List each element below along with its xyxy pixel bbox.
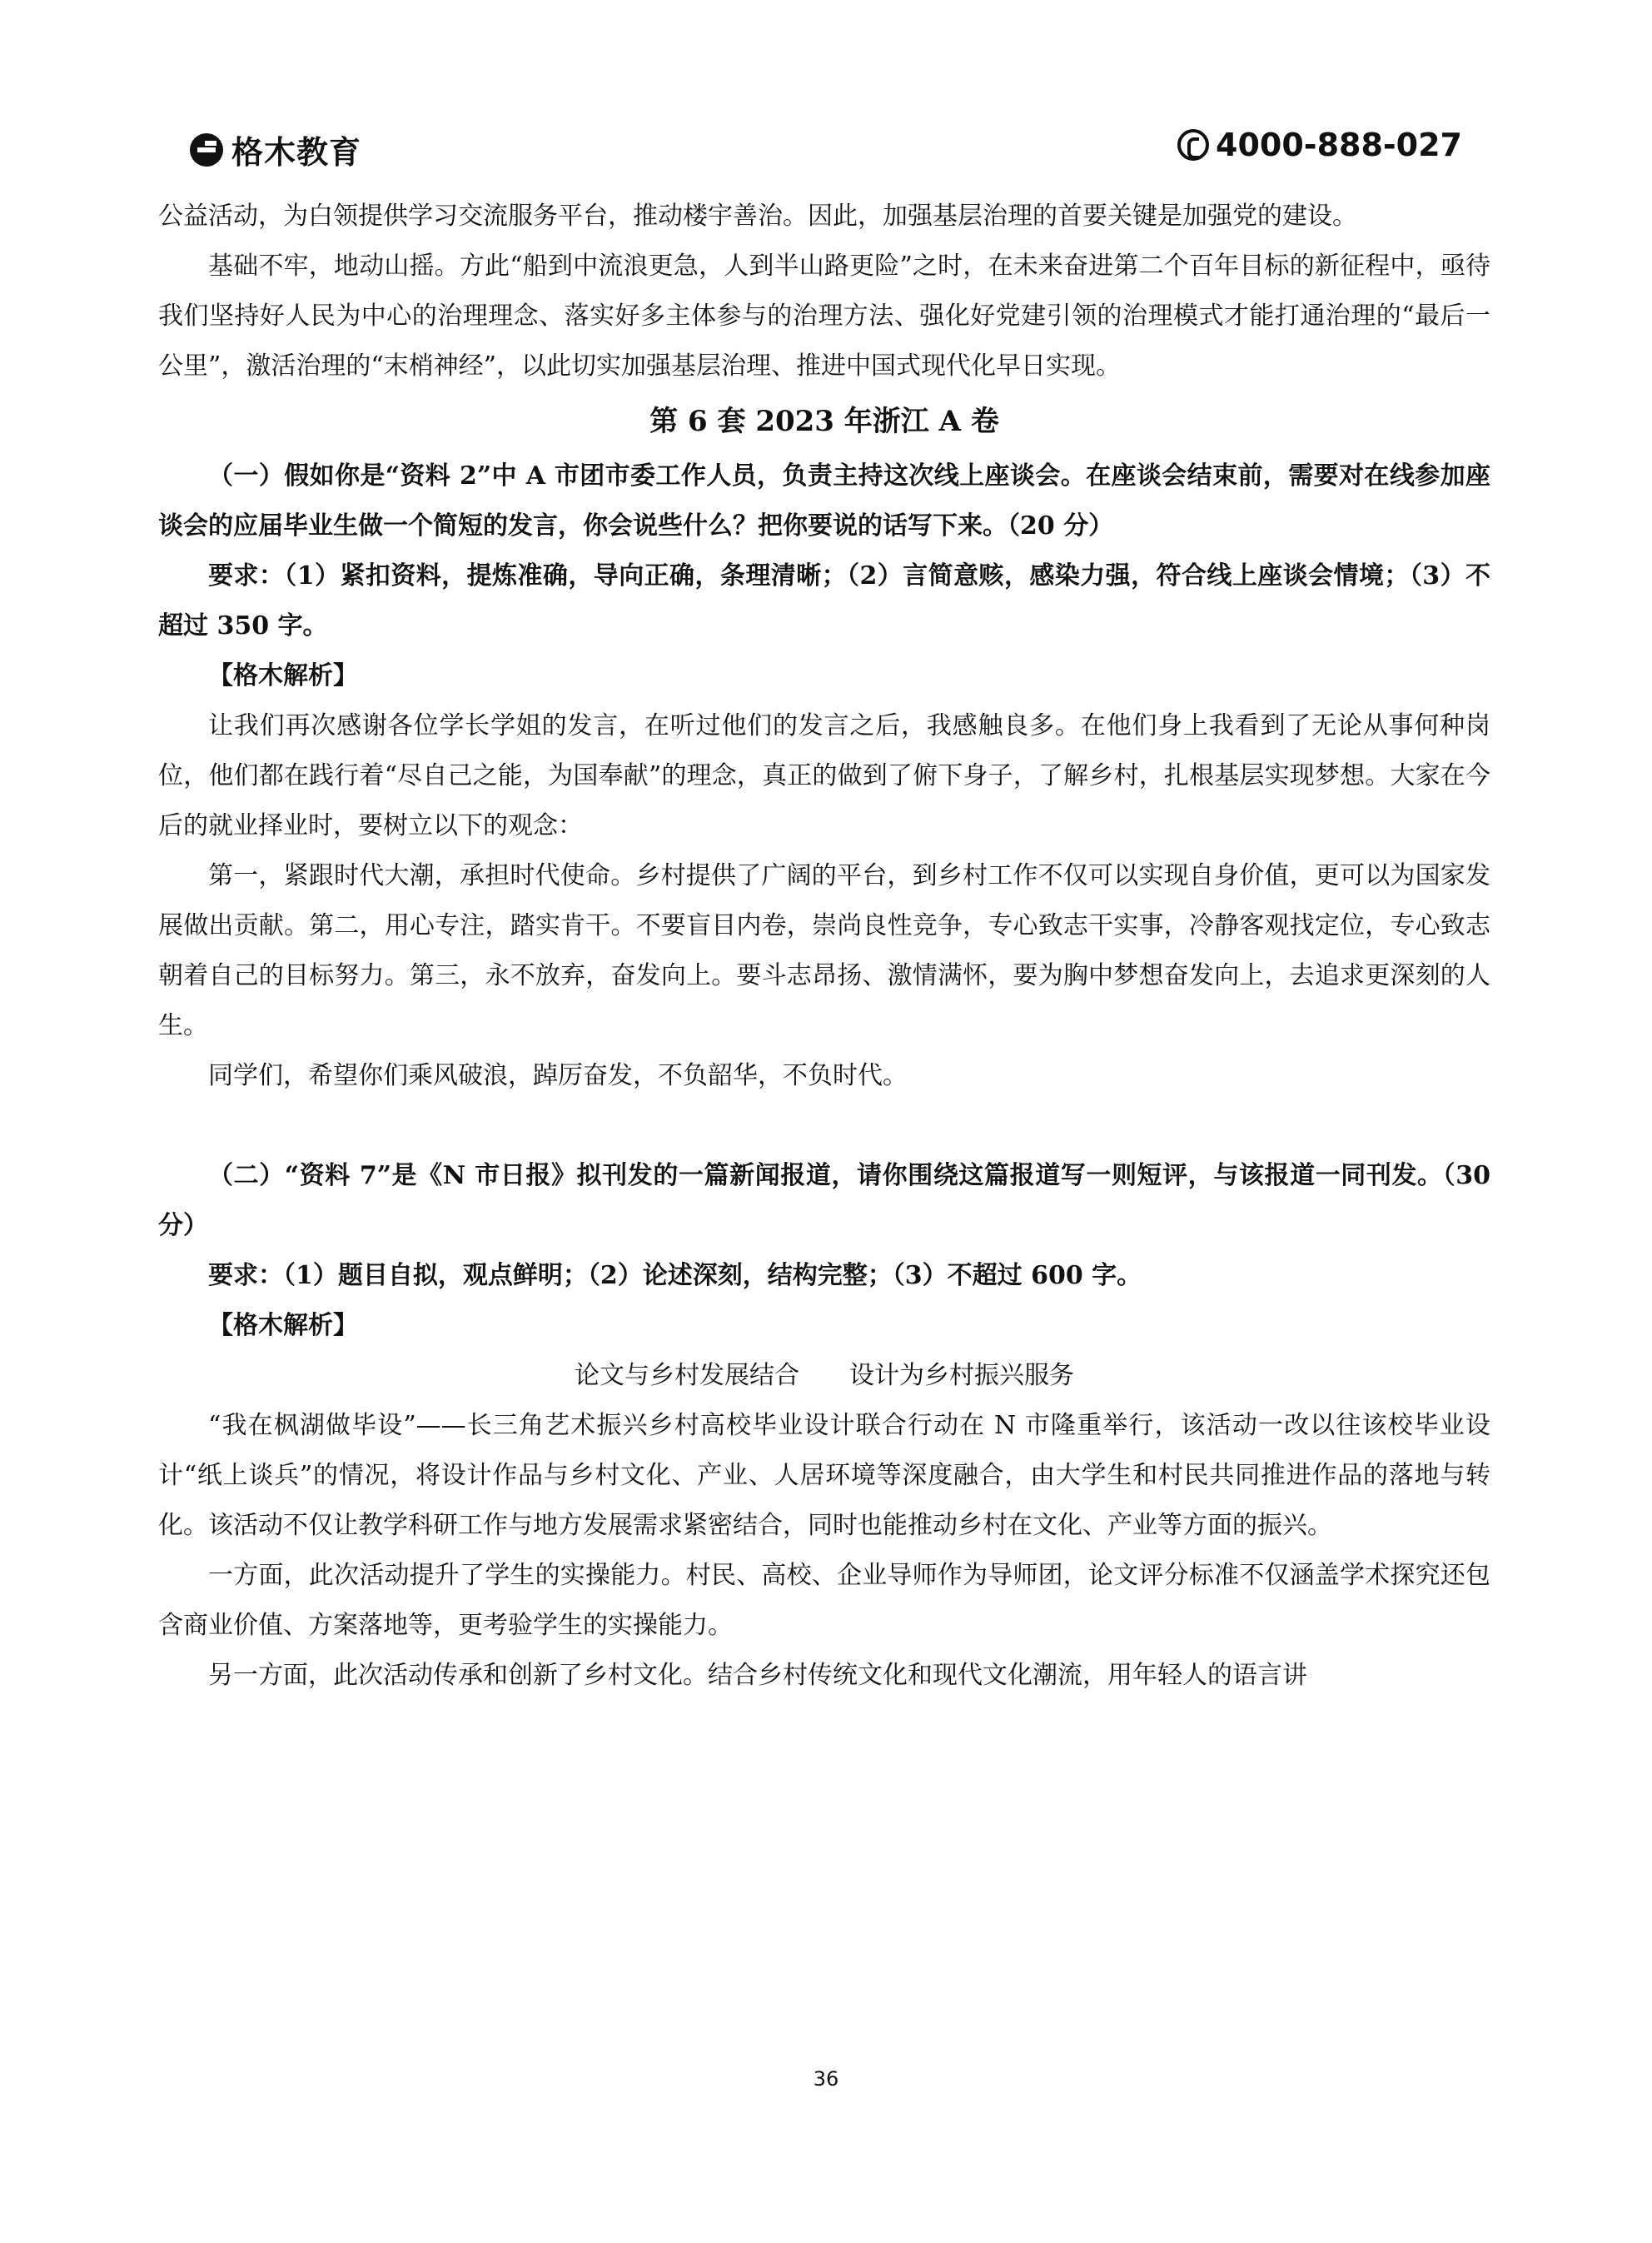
answer-1-paragraph: 让我们再次感谢各位学长学姐的发言，在听过他们的发言之后，我感触良多。在他们身上我看到了无论从事何种岗位，他们都在践行着“尽自己之能，为国奉献”的理念，真正的做到了俯下身子，了解乡村，扎根基层实现梦想。大家在今后的就业择业时，要树立以下的观念： <box>158 711 1490 840</box>
paragraph-continuation: 公益活动，为白领提供学习交流服务平台，推动楼宇善治。因此，加强基层治理的首要关键是加强党的建设。 <box>158 202 1357 231</box>
spacer <box>158 1101 1490 1151</box>
essay-paragraph: “我在枫湖做毕设”——长三角艺术振兴乡村高校毕业设计联合行动在 N 市隆重举行，该活动一改以往该校毕业设计“纸上谈兵”的情况，将设计作品与乡村文化、产业、人居环境等深度融合，由大学生和村民共同推进作品的落地与转化。该活动不仅让教学科研工作与地方发展需求紧密结合，同时也能推动乡村在文化、产业等方面的振兴。 <box>158 1411 1490 1540</box>
phone-icon <box>1177 129 1209 161</box>
question-2: （二）“资料 7”是《N 市日报》拟刊发的一篇新闻报道，请你围绕这篇报道写一则短评，与该报道一同刊发。（30 分） <box>158 1161 1490 1240</box>
paragraph-conclusion: 基础不牢，地动山摇。方此“船到中流浪更急，人到半山路更险”之时，在未来奋进第二个百年目标的新征程中，亟待我们坚持好人民为中心的治理理念、落实好多主体参与的治理方法、强化好党建引领的治理模式才能打通治理的“最后一公里”，激活治理的“末梢神经”，以此切实加强基层治理、推进中国式现代化早日实现。 <box>158 252 1490 381</box>
page-content <box>158 192 1490 1701</box>
answer-1-paragraph: 同学们，希望你们乘风破浪，踔厉奋发，不负韶华，不负时代。 <box>208 1061 908 1090</box>
logo-text: 格木教育 <box>231 134 362 171</box>
question-1-requirements: 要求：（1）紧扣资料，提炼准确，导向正确，条理清晰；（2）言简意赅，感染力强，符合线上座谈会情境；（3）不超过 350 字。 <box>158 561 1490 641</box>
section-title: 第 6 套 2023 年浙江 A 卷 <box>649 405 999 438</box>
brand-logo <box>190 127 361 172</box>
phone-number: 4000-888-027 <box>1216 127 1462 163</box>
analysis-label: 【格木解析】 <box>208 661 358 690</box>
essay-title: 论文与乡村发展结合 设计为乡村振兴服务 <box>575 1361 1074 1390</box>
page-number: 36 <box>813 2067 839 2091</box>
essay-paragraph: 另一方面，此次活动传承和创新了乡村文化。结合乡村传统文化和现代文化潮流，用年轻人的语言讲 <box>208 1661 1307 1690</box>
essay-paragraph: 一方面，此次活动提升了学生的实操能力。村民、高校、企业导师作为导师团，论文评分标准不仅涵盖学术探究还包含商业价值、方案落地等，更考验学生的实操能力。 <box>158 1561 1490 1640</box>
logo-icon <box>190 133 223 167</box>
analysis-label: 【格木解析】 <box>208 1311 358 1340</box>
page-header <box>190 127 1462 180</box>
question-2-requirements: 要求：（1）题目自拟，观点鲜明；（2）论述深刻，结构完整；（3）不超过 600 字。 <box>208 1261 1142 1290</box>
answer-1-paragraph: 第一，紧跟时代大潮，承担时代使命。乡村提供了广阔的平台，到乡村工作不仅可以实现自身价值，更可以为国家发展做出贡献。第二，用心专注，踏实肯干。不要盲目内卷，崇尚良性竞争，专心致志干实事，冷静客观找定位，专心致志朝着自己的目标努力。第三，永不放弃，奋发向上。要斗志昂扬、激情满怀，要为胸中梦想奋发向上，去追求更深刻的人生。 <box>158 861 1490 1040</box>
question-1: （一）假如你是“资料 2”中 A 市团市委工作人员，负责主持这次线上座谈会。在座谈会结束前，需要对在线参加座谈会的应届毕业生做一个简短的发言，你会说些什么？把你要说的话写下来。（20 分） <box>158 461 1490 541</box>
phone-contact <box>1177 127 1462 163</box>
